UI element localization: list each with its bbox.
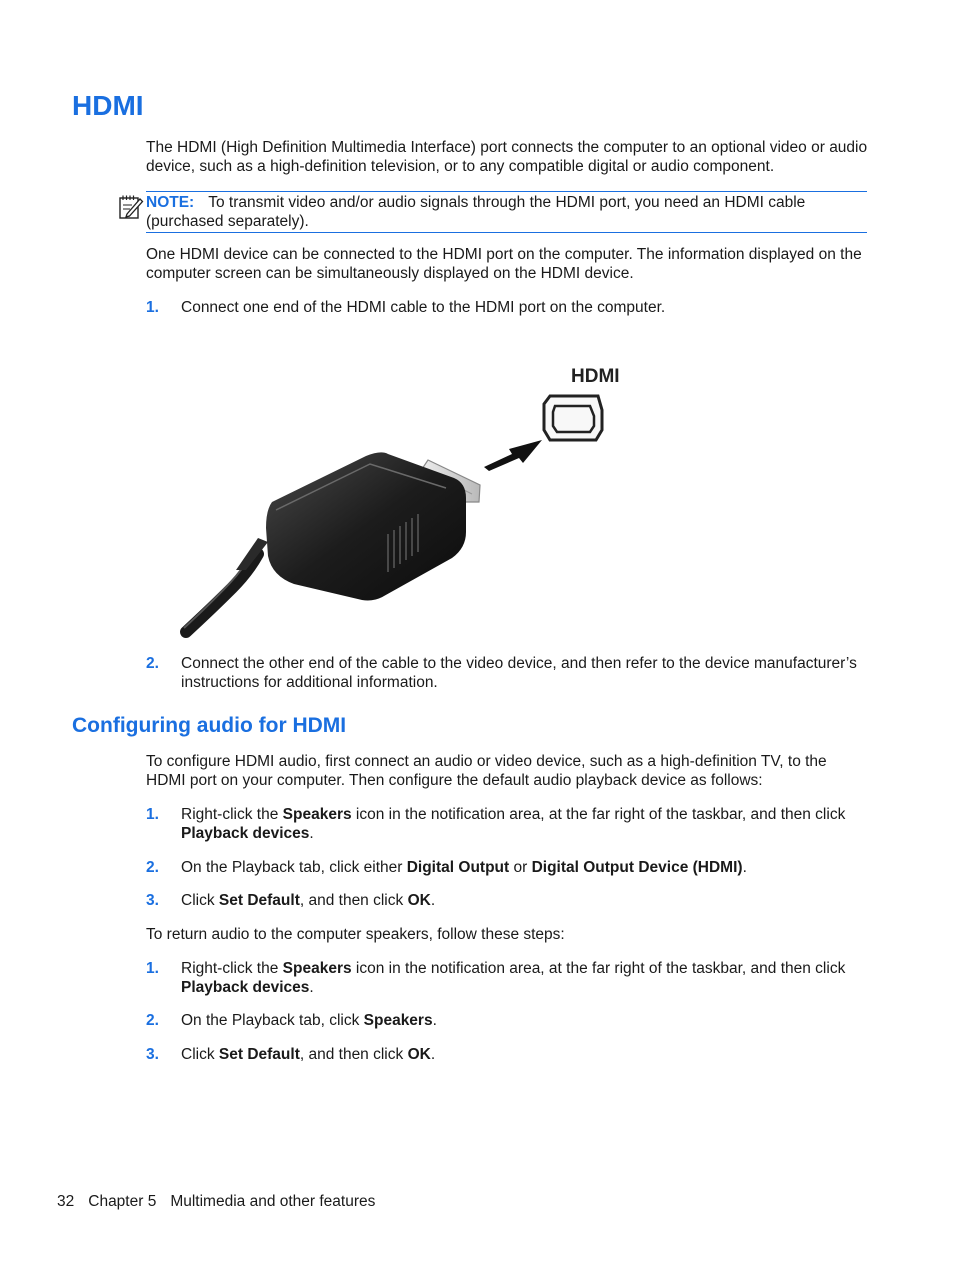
hdmi-port-icon <box>544 396 602 440</box>
step-text: Connect one end of the HDMI cable to the HDMI port on the computer. <box>181 299 666 316</box>
step-number: 2. <box>146 1012 159 1029</box>
step-text: Connect the other end of the cable to the video device, and then refer to the device manufacturer’s instructions for additional information. <box>181 655 857 691</box>
hdmi-plug-body <box>266 452 466 600</box>
note-icon <box>118 194 144 220</box>
note-text-block <box>146 193 866 231</box>
hdmi-cable <box>184 538 268 632</box>
step-number: 3. <box>146 1046 159 1063</box>
step-number: 1. <box>146 960 159 977</box>
insert-arrow-icon <box>484 440 542 471</box>
step-text: Right-click the Speakers icon in the notification area, at the far right of the taskbar, and then click Playback devices. <box>181 806 846 842</box>
step-number: 1. <box>146 299 159 316</box>
footer-chapter: Chapter 5 <box>88 1193 157 1210</box>
footer-chapter-title: Multimedia and other features <box>170 1193 376 1210</box>
device-paragraph: One HDMI device can be connected to the HDMI port on the computer. The information displayed on the computer screen can be simultaneously displayed on the HDMI device. <box>146 246 862 282</box>
step-number: 2. <box>146 655 159 672</box>
note-text: To transmit video and/or audio signals through the HDMI port, you need an HDMI cable (purchased separately). <box>146 194 806 230</box>
step-number: 1. <box>146 806 159 823</box>
step-number: 2. <box>146 859 159 876</box>
step-text: On the Playback tab, click Speakers. <box>181 1012 437 1029</box>
note-box <box>146 191 867 233</box>
step-number: 3. <box>146 892 159 909</box>
step-text: Click Set Default, and then click OK. <box>181 1046 436 1063</box>
step-text: Right-click the Speakers icon in the notification area, at the far right of the taskbar, and then click Playback devices. <box>181 960 846 996</box>
page-footer <box>57 1192 389 1211</box>
intro-paragraph: The HDMI (High Definition Multimedia Interface) port connects the computer to an optional video or audio device, such as a high-definition television, or to any compatible digital or audio component. <box>146 139 868 175</box>
step-text: On the Playback tab, click either Digital Output or Digital Output Device (HDMI). <box>181 859 747 876</box>
page-number: 32 <box>57 1193 75 1210</box>
section-title: Configuring audio for HDMI <box>72 714 347 737</box>
page-title: HDMI <box>72 90 144 121</box>
hdmi-connection-illustration <box>176 360 636 640</box>
section-intro: To configure HDMI audio, first connect an audio or video device, such as a high-definition TV, to the HDMI port on your computer. Then configure the default audio playback device as follows: <box>146 753 827 789</box>
return-paragraph: To return audio to the computer speakers, follow these steps: <box>146 926 565 943</box>
note-label: NOTE: <box>146 194 195 211</box>
step-text: Click Set Default, and then click OK. <box>181 892 436 909</box>
hdmi-port-label: HDMI <box>571 366 620 387</box>
